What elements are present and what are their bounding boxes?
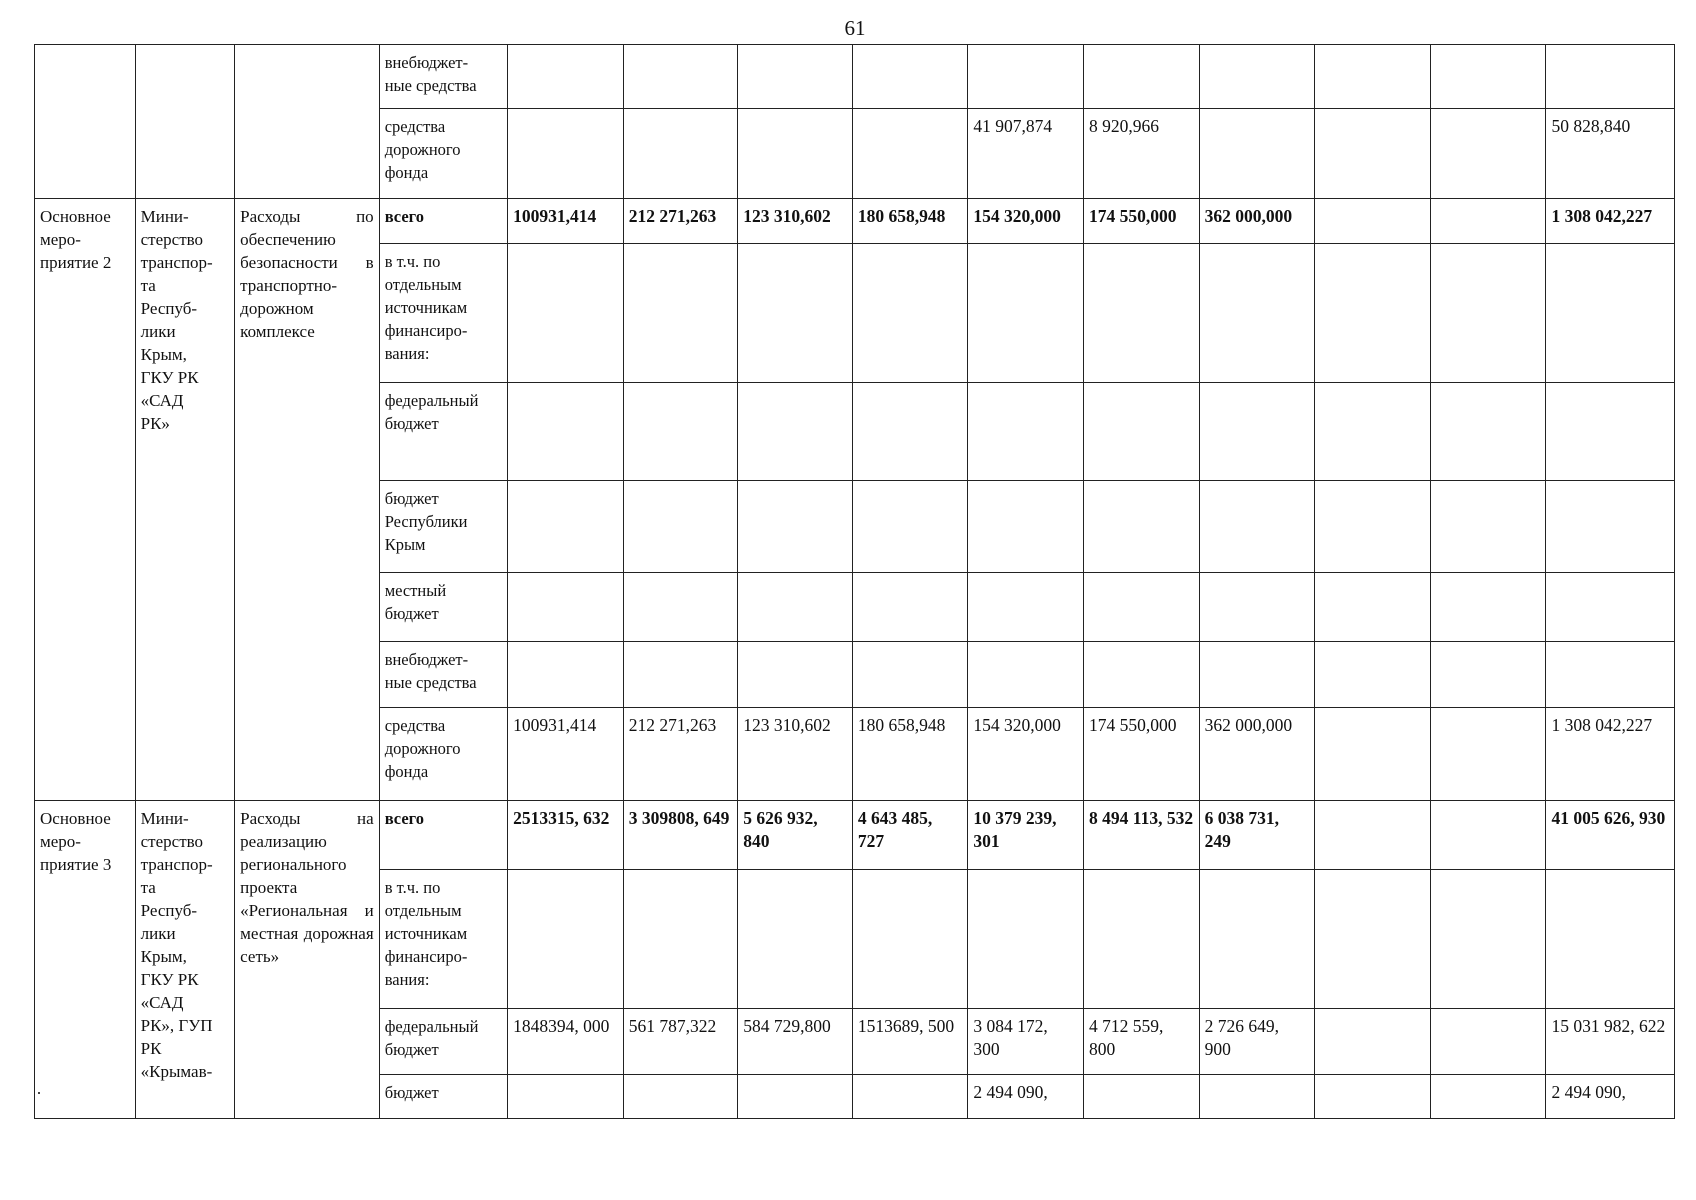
value-cell [968,573,1084,642]
value-cell [1430,383,1546,481]
total-cell [1546,481,1675,573]
value-cell: 1513689, 500 [852,1009,968,1075]
funding-source: местный бюджет [379,573,507,642]
table-row [35,199,1675,244]
value-cell [623,1075,738,1119]
value-cell [738,642,853,708]
value-cell [1315,383,1431,481]
expense-description: Расходы по обеспечению безопасности в транспортно-дорожном комплексе [235,199,380,801]
value-cell [1084,481,1200,573]
scan-speck [38,1092,40,1094]
value-cell: 3 084 172, 300 [968,1009,1084,1075]
value-cell [738,1075,853,1119]
value-cell [1199,573,1315,642]
value-cell [968,481,1084,573]
value-cell: 123 310,602 [738,199,853,244]
total-cell: 41 005 626, 930 [1546,801,1675,870]
table-row [35,45,1675,109]
value-cell: 100931,414 [508,708,624,801]
funding-source: внебюджет- ные средства [379,45,507,109]
value-cell [1430,573,1546,642]
value-cell [968,244,1084,383]
value-cell [1084,1075,1200,1119]
value-cell: 174 550,000 [1084,708,1200,801]
funding-source: средства дорожного фонда [379,708,507,801]
value-cell [1315,642,1431,708]
value-cell: 100931,414 [508,199,624,244]
total-cell: 1 308 042,227 [1546,199,1675,244]
value-cell [852,870,968,1009]
value-cell: 5 626 932, 840 [738,801,853,870]
value-cell [1199,870,1315,1009]
value-cell [508,244,624,383]
value-cell [1084,244,1200,383]
empty-cell [235,45,380,199]
expense-description: Расходы на реализацию регионального проекта «Региональная и местная дорожная сеть» [235,801,380,1119]
value-cell [1430,109,1546,199]
value-cell [1315,109,1431,199]
value-cell [623,45,738,109]
value-cell: 584 729,800 [738,1009,853,1075]
total-cell [1546,45,1675,109]
empty-cell [35,45,136,199]
value-cell: 123 310,602 [738,708,853,801]
value-cell [1430,481,1546,573]
funding-source: федеральный бюджет [379,383,507,481]
value-cell [738,244,853,383]
value-cell [508,383,624,481]
value-cell: 154 320,000 [968,199,1084,244]
value-cell [1430,199,1546,244]
total-cell: 2 494 090, [1546,1075,1675,1119]
value-cell [1199,244,1315,383]
value-cell [1199,45,1315,109]
activity-name: Основное меро- приятие 3 [35,801,136,1119]
value-cell [1199,383,1315,481]
executor: Мини- стерство транспор- та Респуб- лики Крым, ГКУ РК «САД РК», ГУП РК «Крымав- [135,801,235,1119]
value-cell [738,383,853,481]
value-cell [1315,1009,1431,1075]
value-cell [1199,481,1315,573]
value-cell [1315,45,1431,109]
value-cell [968,642,1084,708]
value-cell [623,109,738,199]
value-cell: 2513315, 632 [508,801,624,870]
value-cell: 174 550,000 [1084,199,1200,244]
value-cell [1315,708,1431,801]
value-cell [1315,199,1431,244]
total-cell [1546,642,1675,708]
value-cell [1430,801,1546,870]
value-cell: 6 038 731, 249 [1199,801,1315,870]
value-cell: 561 787,322 [623,1009,738,1075]
value-cell [508,45,624,109]
total-cell: 15 031 982, 622 [1546,1009,1675,1075]
value-cell [852,244,968,383]
activity-name: Основное меро- приятие 2 [35,199,136,801]
budget-table [34,44,1675,1119]
total-cell [1546,244,1675,383]
value-cell [1199,642,1315,708]
value-cell [1315,481,1431,573]
value-cell [1084,573,1200,642]
value-cell: 154 320,000 [968,708,1084,801]
value-cell [852,481,968,573]
value-cell [623,642,738,708]
value-cell [1430,870,1546,1009]
value-cell: 212 271,263 [623,708,738,801]
value-cell: 10 379 239, 301 [968,801,1084,870]
value-cell [1315,244,1431,383]
funding-source: бюджет [379,1075,507,1119]
value-cell: 212 271,263 [623,199,738,244]
value-cell [1084,870,1200,1009]
value-cell: 3 309808, 649 [623,801,738,870]
value-cell: 8 920,966 [1084,109,1200,199]
value-cell [968,45,1084,109]
total-cell: 50 828,840 [1546,109,1675,199]
funding-source: внебюджет- ные средства [379,642,507,708]
value-cell [508,109,624,199]
value-cell [508,481,624,573]
value-cell [1430,1009,1546,1075]
value-cell [852,642,968,708]
value-cell [623,383,738,481]
value-cell [623,573,738,642]
empty-cell [135,45,235,199]
value-cell [508,573,624,642]
value-cell [508,1075,624,1119]
funding-source: бюджет Республики Крым [379,481,507,573]
funding-source: всего [379,801,507,870]
value-cell: 2 494 090, [968,1075,1084,1119]
value-cell [852,109,968,199]
value-cell [1084,642,1200,708]
value-cell [968,383,1084,481]
value-cell [1430,708,1546,801]
value-cell: 362 000,000 [1199,199,1315,244]
value-cell [738,109,853,199]
total-cell [1546,383,1675,481]
value-cell [623,870,738,1009]
value-cell: 180 658,948 [852,708,968,801]
value-cell [1315,1075,1431,1119]
value-cell [1430,642,1546,708]
value-cell [1084,383,1200,481]
total-cell [1546,573,1675,642]
value-cell [738,870,853,1009]
value-cell [508,870,624,1009]
funding-source: федеральный бюджет [379,1009,507,1075]
table-row [35,801,1675,870]
value-cell [738,481,853,573]
value-cell [738,45,853,109]
value-cell [508,642,624,708]
value-cell [852,383,968,481]
total-cell: 1 308 042,227 [1546,708,1675,801]
value-cell: 1848394, 000 [508,1009,624,1075]
value-cell [1315,573,1431,642]
value-cell: 41 907,874 [968,109,1084,199]
value-cell [968,870,1084,1009]
value-cell [1199,109,1315,199]
value-cell: 2 726 649, 900 [1199,1009,1315,1075]
value-cell [1430,244,1546,383]
page-number: 61 [844,16,866,40]
value-cell [1430,1075,1546,1119]
value-cell [1315,801,1431,870]
executor: Мини- стерство транспор- та Респуб- лики Крым, ГКУ РК «САД РК» [135,199,235,801]
value-cell [1084,45,1200,109]
funding-source: в т.ч. по отдельным источникам финансиро- вания: [379,870,507,1009]
funding-source: всего [379,199,507,244]
value-cell [623,244,738,383]
value-cell [1315,870,1431,1009]
value-cell: 8 494 113, 532 [1084,801,1200,870]
value-cell [738,573,853,642]
value-cell [852,573,968,642]
total-cell [1546,870,1675,1009]
value-cell [1430,45,1546,109]
funding-source: средства дорожного фонда [379,109,507,199]
value-cell: 180 658,948 [852,199,968,244]
value-cell: 4 712 559, 800 [1084,1009,1200,1075]
value-cell [852,45,968,109]
value-cell: 4 643 485, 727 [852,801,968,870]
value-cell: 362 000,000 [1199,708,1315,801]
value-cell [623,481,738,573]
funding-source: в т.ч. по отдельным источникам финансиро- вания: [379,244,507,383]
value-cell [852,1075,968,1119]
value-cell [1199,1075,1315,1119]
